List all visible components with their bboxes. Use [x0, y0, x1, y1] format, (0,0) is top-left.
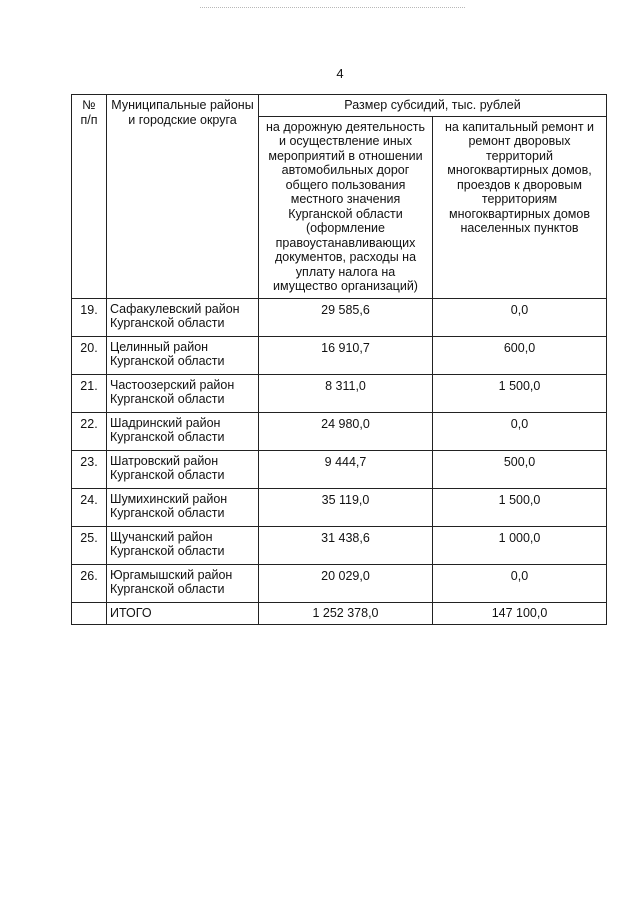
row-yard-subsidy: 500,0 [433, 450, 607, 488]
total-label: ИТОГО [107, 602, 259, 624]
row-road-subsidy: 24 980,0 [259, 412, 433, 450]
row-district-name: Частоозерский район Курганской области [107, 374, 259, 412]
row-district-name: Шатровский район Курганской области [107, 450, 259, 488]
total-number-empty [72, 602, 107, 624]
row-road-subsidy: 29 585,6 [259, 298, 433, 336]
row-yard-subsidy: 1 500,0 [433, 374, 607, 412]
table-row [72, 526, 607, 564]
row-number: 19. [72, 298, 107, 336]
page-number: 4 [336, 66, 344, 81]
table-row [72, 298, 607, 336]
header-yard-repair: на капитальный ремонт и ремонт дворовых территорий многоквартирных домов, проездов к дворовым территориям многоквартирных домов населенных пунктов [433, 116, 607, 298]
scan-artifact [200, 7, 465, 8]
row-road-subsidy: 8 311,0 [259, 374, 433, 412]
row-yard-subsidy: 0,0 [433, 298, 607, 336]
header-subsidy: Размер субсидий, тыс. рублей [259, 95, 607, 117]
subsidy-table [71, 94, 607, 625]
row-yard-subsidy: 0,0 [433, 412, 607, 450]
row-number: 20. [72, 336, 107, 374]
row-number: 23. [72, 450, 107, 488]
header-road-activity: на дорожную деятельность и осуществление иных мероприятий в отношении автомобильных дорог общего пользования местного значения Курганской области (оформление правоустанавливающих документов, расходы на уплату налога на имущество организаций) [259, 116, 433, 298]
table-row [72, 374, 607, 412]
row-number: 25. [72, 526, 107, 564]
total-row [72, 602, 607, 624]
row-number: 24. [72, 488, 107, 526]
row-road-subsidy: 9 444,7 [259, 450, 433, 488]
table-row [72, 412, 607, 450]
row-district-name: Шумихинский район Курганской области [107, 488, 259, 526]
table-body [72, 298, 607, 624]
row-yard-subsidy: 600,0 [433, 336, 607, 374]
row-district-name: Щучанский район Курганской области [107, 526, 259, 564]
row-number: 21. [72, 374, 107, 412]
row-road-subsidy: 31 438,6 [259, 526, 433, 564]
row-yard-subsidy: 1 000,0 [433, 526, 607, 564]
row-number: 26. [72, 564, 107, 602]
row-road-subsidy: 20 029,0 [259, 564, 433, 602]
row-yard-subsidy: 0,0 [433, 564, 607, 602]
row-district-name: Юргамышский район Курганской области [107, 564, 259, 602]
row-number: 22. [72, 412, 107, 450]
table-row [72, 488, 607, 526]
row-road-subsidy: 35 119,0 [259, 488, 433, 526]
total-yard-subsidy: 147 100,0 [433, 602, 607, 624]
table-row [72, 564, 607, 602]
row-district-name: Целинный район Курганской области [107, 336, 259, 374]
header-district: Муниципальные районы и городские округа [107, 95, 259, 299]
table-row [72, 336, 607, 374]
table-row [72, 450, 607, 488]
header-number [72, 95, 107, 299]
row-road-subsidy: 16 910,7 [259, 336, 433, 374]
row-district-name: Шадринский район Курганской области [107, 412, 259, 450]
row-district-name: Сафакулевский район Курганской области [107, 298, 259, 336]
row-yard-subsidy: 1 500,0 [433, 488, 607, 526]
total-road-subsidy: 1 252 378,0 [259, 602, 433, 624]
header-number-label: № п/п [80, 98, 98, 127]
